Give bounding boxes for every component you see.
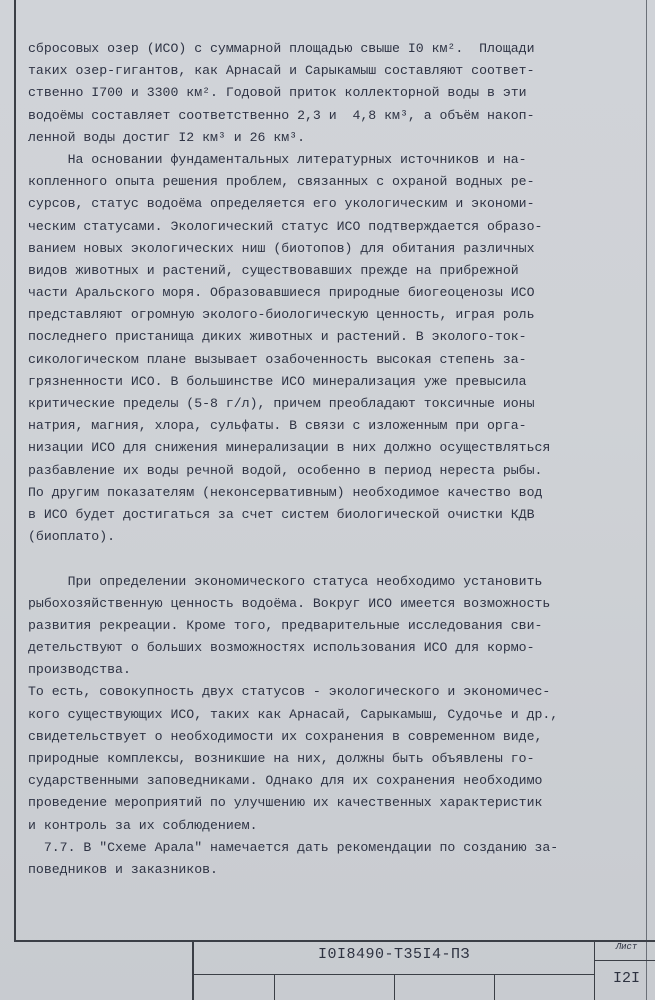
text-line: развития рекреации. Кроме того, предварительные исследования сви- (28, 617, 543, 633)
text-line: ческим статусами. Экологический статус ИСО подтверждается образо- (28, 218, 543, 234)
text-line: По другим показателям (неконсервативным) необходимое качество вод (28, 484, 543, 500)
text-line: ственно I700 и 3300 км². Годовой приток коллекторной воды в эти (28, 85, 527, 101)
title-block-divider (494, 974, 495, 1000)
text-line: То есть, совокупность двух статусов - экологического и экономичес- (28, 684, 551, 700)
sheet-cell-divider (595, 960, 655, 961)
text-line: в ИСО будет достигаться за счет систем биологической очистки КДВ (28, 506, 535, 522)
text-line: ленной воды достиг I2 км³ и 26 км³. (28, 129, 305, 145)
text-line: низации ИСО для снижения минерализации в них должно осуществляться (28, 440, 551, 456)
text-line: природные комплексы, возникшие на них, должны быть объявлены го- (28, 751, 535, 766)
sheet-number-cell (594, 940, 655, 1000)
title-block-divider (394, 974, 395, 1000)
text-line: При определении экономического статуса необходимо установить (28, 573, 543, 589)
text-line: рыбохозяйственную ценность водоёма. Вокруг ИСО имеется возможность (28, 595, 551, 611)
text-line: таких озер-гигантов, как Арнасай и Сарыкамыш составляют соответ- (28, 63, 535, 79)
frame-right-edge (646, 0, 647, 1000)
document-number: I0I8490-Т35I4-ПЗ (317, 946, 471, 963)
text-line: водоёмы составляет соответственно 2,3 и 4,8 км³, а объём накоп- (28, 107, 535, 123)
text-line: разбавление их воды речной водой, особенно в период нереста рыбы. (28, 462, 543, 478)
frame-left-border (14, 0, 16, 942)
text-line: сударственными заповедниками. Однако для их сохранения необходимо (28, 773, 543, 789)
text-line: На основании фундаментальных литературных источников и на- (28, 151, 527, 167)
text-line: сикологическом плане вызывает озабоченность высокая степень за- (28, 351, 527, 367)
text-line: свидетельствует о необходимости их сохранения в современном виде, (28, 728, 543, 744)
text-line: и контроль за их соблюдением. (28, 817, 258, 833)
body-text (28, 38, 638, 881)
text-line: производства. (28, 662, 131, 678)
text-line: последнего пристанища диких животных и растений. В эколого-ток- (28, 329, 527, 345)
text-line: видов животных и растений, существовавших прежде на прибрежной (28, 262, 519, 278)
section-7-7-line: 7.7. В "Схеме Арала" намечается дать рекомендации по созданию за- (28, 839, 559, 855)
title-block (192, 940, 655, 1000)
title-block-doc-row (194, 940, 594, 975)
blank-line (28, 548, 638, 570)
text-line: копленного опыта решения проблем, связанных с охраной водных ре- (28, 174, 535, 190)
text-line: представляют огромную эколого-биологическую ценность, играя роль (28, 307, 535, 323)
sheet-number: I2I (612, 970, 640, 987)
text-line: (биоплато). (28, 529, 116, 545)
text-line: грязненности ИСО. В большинстве ИСО минерализация уже превысила (28, 373, 527, 389)
text-line: сбросовых озер (ИСО) с суммарной площадью свыше I0 км². Площади (28, 41, 535, 56)
sheet-label: Лист (615, 942, 638, 952)
text-line: поведников и заказников. (28, 861, 218, 877)
text-line: критические пределы (5-8 г/л), причем преобладают токсичные ионы (28, 396, 535, 411)
text-line: натрия, магния, хлора, сульфаты. В связи с изложенным при орга- (28, 418, 527, 434)
text-line: детельствуют о больших возможностях использования ИСО для кормо- (28, 640, 535, 656)
text-line: проведение мероприятий по улучшению их качественных характеристик (28, 795, 543, 811)
text-line: ванием новых экологических ниш (биотопов) для обитания различных (28, 240, 535, 256)
text-line: кого существующих ИСО, таких как Арнасай, Сарыкамыш, Судочье и др., (28, 706, 559, 722)
title-block-divider (274, 974, 275, 1000)
text-line: части Аральского моря. Образовавшиеся природные биогеоценозы ИСО (28, 285, 535, 301)
text-line: сурсов, статус водоёма определяется его укологическим и экономи- (28, 196, 535, 212)
